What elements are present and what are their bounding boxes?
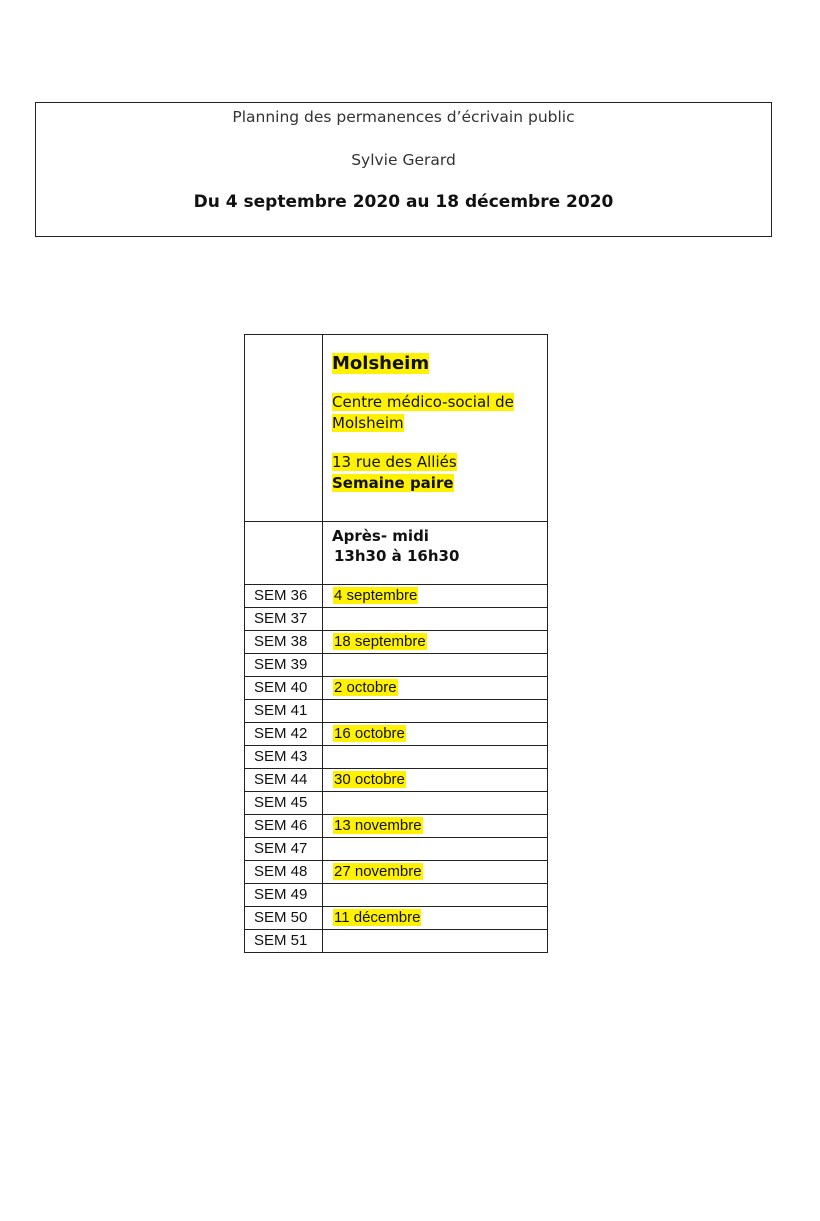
date-cell bbox=[323, 746, 548, 769]
week-cell: SEM 38 bbox=[245, 631, 323, 654]
date-cell bbox=[323, 769, 548, 792]
period: Du 4 septembre 2020 au 18 décembre 2020 bbox=[193, 192, 614, 212]
week-cell: SEM 42 bbox=[245, 723, 323, 746]
table-row bbox=[245, 838, 548, 861]
table-row bbox=[245, 815, 548, 838]
week-cell: SEM 45 bbox=[245, 792, 323, 815]
date-cell bbox=[323, 700, 548, 723]
date-value: 4 septembre bbox=[334, 587, 418, 604]
table-row bbox=[245, 677, 548, 700]
table-row bbox=[245, 861, 548, 884]
table-row bbox=[245, 930, 548, 953]
venue-name: Molsheim bbox=[332, 353, 430, 374]
slot-line2: 13h30 à 16h30 bbox=[334, 547, 460, 565]
venue-address: 13 rue des Alliés bbox=[332, 453, 457, 471]
date-cell bbox=[323, 838, 548, 861]
venue-frequency: Semaine paire bbox=[332, 474, 454, 492]
table-row bbox=[245, 769, 548, 792]
date-cell bbox=[323, 654, 548, 677]
week-cell: SEM 44 bbox=[245, 769, 323, 792]
slot-cell bbox=[323, 522, 548, 585]
header-box bbox=[35, 102, 772, 237]
table-row bbox=[245, 631, 548, 654]
table-row bbox=[245, 907, 548, 930]
table-row bbox=[245, 700, 548, 723]
venue-row bbox=[245, 335, 548, 522]
week-cell: SEM 46 bbox=[245, 815, 323, 838]
week-cell: SEM 47 bbox=[245, 838, 323, 861]
date-cell bbox=[323, 677, 548, 700]
date-value: 13 novembre bbox=[334, 817, 422, 834]
table-row bbox=[245, 723, 548, 746]
week-cell: SEM 36 bbox=[245, 585, 323, 608]
schedule-table bbox=[244, 334, 548, 953]
table-row bbox=[245, 654, 548, 677]
empty-cell bbox=[245, 522, 323, 585]
venue-cell bbox=[323, 335, 548, 522]
slot-row bbox=[245, 522, 548, 585]
week-cell: SEM 43 bbox=[245, 746, 323, 769]
person-name: Sylvie Gerard bbox=[351, 151, 456, 169]
table-row bbox=[245, 746, 548, 769]
date-value: 18 septembre bbox=[334, 633, 426, 650]
date-value: 30 octobre bbox=[334, 771, 405, 788]
table-row bbox=[245, 884, 548, 907]
date-cell bbox=[323, 861, 548, 884]
document-title: Planning des permanences d’écrivain public bbox=[232, 108, 575, 126]
venue-line2: Molsheim bbox=[332, 414, 404, 432]
date-cell bbox=[323, 608, 548, 631]
date-value: 16 octobre bbox=[334, 725, 405, 742]
empty-cell bbox=[245, 335, 323, 522]
venue-line1: Centre médico-social de bbox=[332, 393, 514, 411]
week-cell: SEM 49 bbox=[245, 884, 323, 907]
date-cell bbox=[323, 631, 548, 654]
date-value: 27 novembre bbox=[334, 863, 422, 880]
date-value: 11 décembre bbox=[334, 909, 421, 926]
week-cell: SEM 51 bbox=[245, 930, 323, 953]
date-cell bbox=[323, 907, 548, 930]
table-row bbox=[245, 608, 548, 631]
date-value: 2 octobre bbox=[334, 679, 397, 696]
table-row bbox=[245, 792, 548, 815]
week-cell: SEM 41 bbox=[245, 700, 323, 723]
table-row bbox=[245, 585, 548, 608]
week-cell: SEM 37 bbox=[245, 608, 323, 631]
week-cell: SEM 50 bbox=[245, 907, 323, 930]
date-cell bbox=[323, 815, 548, 838]
slot-line1: Après- midi bbox=[332, 527, 429, 545]
date-cell bbox=[323, 723, 548, 746]
week-cell: SEM 48 bbox=[245, 861, 323, 884]
week-cell: SEM 39 bbox=[245, 654, 323, 677]
date-cell bbox=[323, 792, 548, 815]
date-cell bbox=[323, 930, 548, 953]
week-cell: SEM 40 bbox=[245, 677, 323, 700]
date-cell bbox=[323, 585, 548, 608]
date-cell bbox=[323, 884, 548, 907]
